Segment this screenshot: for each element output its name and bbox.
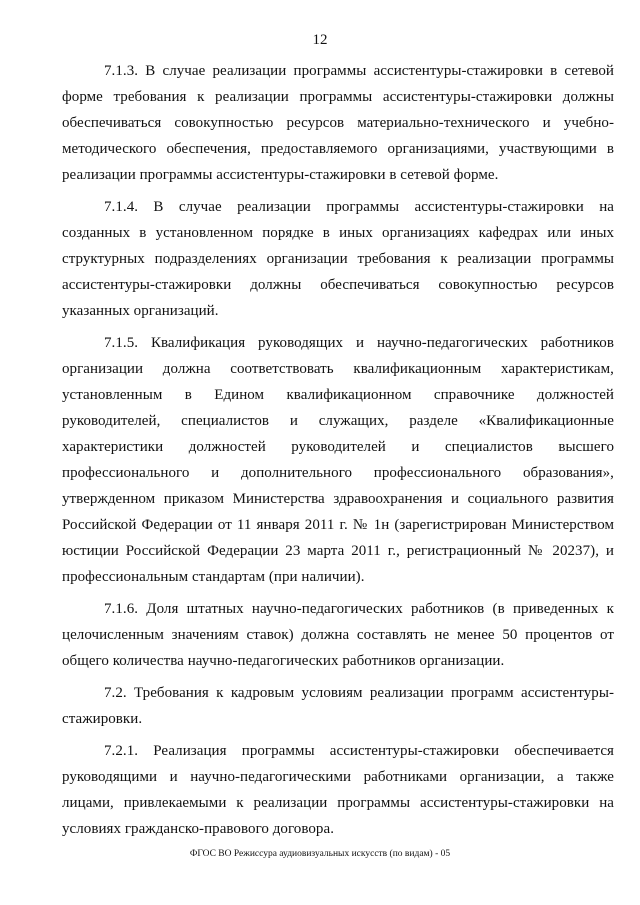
paragraph-7-1-6: 7.1.6. Доля штатных научно-педагогических работников (в приведенных к целочисленным значениям ставок) должна составлять не менее 50 процентов от общего количества научно-педагогических работников организации. — [62, 601, 614, 669]
paragraph-7-1-3: 7.1.3. В случае реализации программы ассистентуры-стажировки в сетевой форме требования к реализации программы ассистентуры-стажировки должны обеспечиваться совокупностью ресурсов материально-технического и учебно-методического обеспечения, предоставляемого организациями, участвующими в реализации программы ассистентуры-стажировки в сетевой форме. — [62, 63, 614, 183]
paragraph-7-2-1: 7.2.1. Реализация программы ассистентуры-стажировки обеспечивается руководящими и научно-педагогическими работниками организации, а также лицами, привлекаемыми к реализации программы ассистентуры-стажировки на условиях гражданско-правового договора. — [62, 743, 614, 837]
page-footer: ФГОС ВО Режиссура аудиовизуальных искусств (по видам) - 05 — [189, 849, 451, 859]
document-body — [62, 58, 614, 848]
paragraph-7-1-5: 7.1.5. Квалификация руководящих и научно-педагогических работников организации должна соответствовать квалификационным характеристикам, установленным в Едином квалификационном справочнике должностей руководителей, специалистов и служащих, разделе «Квалификационные характеристики должностей руководителей и специалистов высшего профессионального и дополнительного профессионального образования», утвержденном приказом Министерства здравоохранения и социального развития Российской Федерации от 11 января 2011 г. № 1н (зарегистрирован Министерством юстиции Российской Федерации 23 марта 2011 г., регистрационный № 20237), и профессиональным стандартам (при наличии). — [62, 335, 614, 585]
page-number: 12 — [312, 32, 328, 48]
paragraph-7-1-4: 7.1.4. В случае реализации программы ассистентуры-стажировки на созданных в установленном порядке в иных организациях кафедрах или иных структурных подразделениях организации требования к реализации программы ассистентуры-стажировки должны обеспечиваться совокупностью ресурсов указанных организаций. — [62, 199, 614, 319]
paragraph-7-2: 7.2. Требования к кадровым условиям реализации программ ассистентуры-стажировки. — [62, 685, 614, 727]
